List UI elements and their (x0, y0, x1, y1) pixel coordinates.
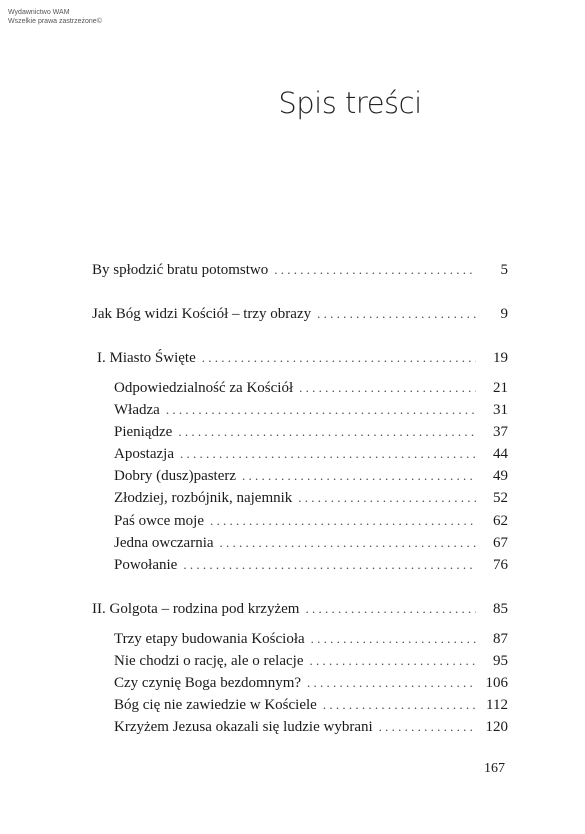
page-title: Spis treści (278, 86, 422, 120)
toc-entry-label: Złodziej, rozbójnik, najemnik (114, 490, 293, 506)
toc-entry[interactable] (114, 444, 508, 464)
toc-entry-page: 21 (493, 380, 508, 396)
toc-entry-page: 106 (485, 675, 508, 691)
toc-entry-label: Trzy etapy budowania Kościoła (114, 631, 305, 647)
toc-leader (311, 629, 476, 649)
toc-entry-page: 62 (493, 513, 508, 529)
toc-leader (220, 533, 476, 553)
toc-entry-page: 85 (493, 601, 508, 617)
toc-entry-page: 87 (493, 631, 508, 647)
toc-leader (323, 695, 476, 715)
copyright-notice: Wszelkie prawa zastrzeżone© (8, 18, 102, 25)
toc-entry-page: 95 (493, 653, 508, 669)
toc-entry-page: 31 (493, 402, 508, 418)
toc-entry-label: Odpowiedzialność za Kościół (114, 380, 294, 396)
toc-part-heading[interactable] (92, 599, 508, 619)
toc-entry[interactable] (114, 400, 508, 420)
toc-entry[interactable] (114, 422, 508, 442)
toc-entry-page: 67 (493, 535, 508, 551)
toc-leader (178, 422, 476, 442)
toc-entry-page: 19 (493, 350, 508, 366)
toc-entry-label: Czy czynię Boga bezdomnym? (114, 675, 302, 691)
toc-entry-label: Pieniądze (114, 424, 173, 440)
toc-entry-page: 37 (493, 424, 508, 440)
toc-part-heading[interactable] (97, 348, 508, 368)
toc-entry-label: Krzyżem Jezusa okazali się ludzie wybrani (114, 719, 373, 735)
toc-leader (379, 717, 476, 737)
toc-entry[interactable] (114, 555, 508, 575)
toc-entry[interactable] (114, 673, 508, 693)
toc-entry[interactable] (114, 533, 508, 553)
toc-entry-label: Władza (114, 402, 160, 418)
toc-entry[interactable] (92, 260, 508, 280)
toc-leader (298, 488, 476, 508)
toc-leader (299, 378, 476, 398)
toc-leader (307, 673, 476, 693)
page-number: 167 (484, 761, 505, 776)
publisher-name: Wydawnictwo WAM (8, 9, 70, 16)
toc-entry[interactable] (114, 378, 508, 398)
toc-entry-label: I. Miasto Święte (97, 350, 196, 366)
toc-entry[interactable] (114, 511, 508, 531)
toc-entry-page: 112 (486, 697, 508, 713)
toc-entry-page: 9 (500, 306, 508, 322)
toc-entry-page: 44 (493, 446, 508, 462)
toc-entry-label: Jedna owczarnia (114, 535, 214, 551)
toc-entry-label: Apostazja (114, 446, 174, 462)
toc-leader (242, 466, 476, 486)
toc-entry-label: By spłodzić bratu potomstwo (92, 262, 269, 278)
toc-entry-label: Bóg cię nie zawiedzie w Kościele (114, 697, 317, 713)
toc-entry-page: 52 (493, 490, 508, 506)
toc-entry-label: Dobry (dusz)pasterz (114, 468, 237, 484)
toc-leader (305, 599, 476, 619)
toc-entry[interactable] (114, 488, 508, 508)
toc-entry-page: 76 (493, 557, 508, 573)
toc-entry[interactable] (114, 717, 508, 737)
toc-leader (274, 260, 476, 280)
toc-leader (309, 651, 476, 671)
toc-entry[interactable] (114, 466, 508, 486)
toc-entry-page: 120 (485, 719, 508, 735)
toc-entry-label: II. Golgota – rodzina pod krzyżem (92, 601, 300, 617)
toc-entry-label: Powołanie (114, 557, 178, 573)
toc-entry-page: 5 (500, 262, 508, 278)
toc-leader (180, 444, 476, 464)
toc-entry-label: Nie chodzi o rację, ale o relacje (114, 653, 304, 669)
toc-leader (166, 400, 476, 420)
toc-entry[interactable] (92, 304, 508, 324)
toc-entry-page: 49 (493, 468, 508, 484)
toc-entry-label: Paś owce moje (114, 513, 204, 529)
toc-leader (202, 348, 476, 368)
toc-leader (317, 304, 476, 324)
toc-leader (183, 555, 476, 575)
toc-entry[interactable] (114, 651, 508, 671)
toc-entry[interactable] (114, 695, 508, 715)
toc-entry-label: Jak Bóg widzi Kościół – trzy obrazy (92, 306, 312, 322)
toc-entry[interactable] (114, 629, 508, 649)
toc-leader (210, 511, 476, 531)
